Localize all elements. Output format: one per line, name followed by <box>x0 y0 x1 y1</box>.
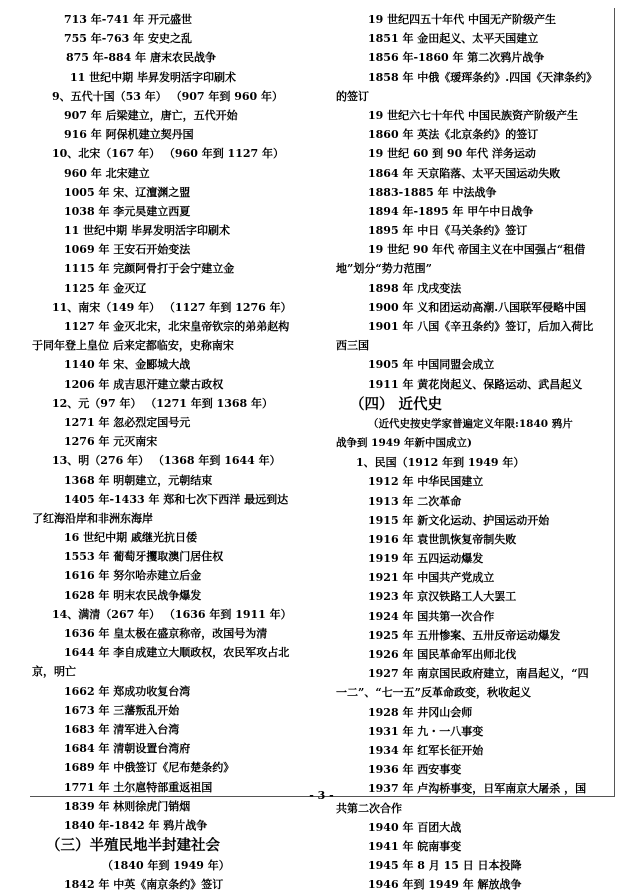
timeline-line: 1038 年 李元昊建立西夏 <box>64 204 191 218</box>
timeline-line: 1937 年 卢沟桥事变，日军南京大屠杀 ，国 <box>368 782 587 796</box>
timeline-line: 1928 年 井冈山会师 <box>368 705 473 719</box>
timeline-line: 1860 年 英法《北京条约》的签订 <box>368 128 539 142</box>
timeline-line: 1924 年 国共第一次合作 <box>368 609 495 623</box>
timeline-line: 875 年-884 年 唐末农民战争 <box>66 51 216 65</box>
timeline-line: 1644 年 李自成建立大顺政权，农民军攻占北 <box>64 646 290 660</box>
timeline-line: 1125 年 金灭辽 <box>64 281 147 295</box>
timeline-line: 1905 年 中国同盟会成立 <box>368 358 495 372</box>
timeline-line: 1673 年 三藩叛乱开始 <box>64 703 180 717</box>
timeline-line: 19 世纪 60 到 90 年代 洋务运动 <box>368 147 536 161</box>
timeline-line: 京，明亡 <box>32 665 76 679</box>
timeline-line: 19 世纪六七十年代 中国民族资产阶级产生 <box>368 108 578 122</box>
timeline-line: 16 世纪中期 戚继光抗日倭 <box>64 531 197 545</box>
timeline-line: 1276 年 元灭南宋 <box>64 435 158 449</box>
timeline-line: 19 世纪四五十年代 中国无产阶级产生 <box>368 13 556 26</box>
timeline-line: 1934 年 红军长征开始 <box>368 743 484 757</box>
timeline-line: 1、民国（1912 年到 1949 年） <box>356 456 525 470</box>
timeline-line: 1926 年 国民革命军出师北伐 <box>368 648 517 661</box>
timeline-line: 1856 年-1860 年 第二次鸦片战争 <box>368 51 545 65</box>
right-column <box>336 10 636 894</box>
timeline-line: 916 年 阿保机建立契丹国 <box>64 128 194 142</box>
timeline-line: 1851 年 金田起义、太平天国建立 <box>368 32 539 46</box>
timeline-line: 1883-1885 年 中法战争 <box>368 185 497 199</box>
timeline-line: 1945 年 8 月 15 日 日本投降 <box>368 859 522 873</box>
timeline-line: 的签订 <box>336 89 369 103</box>
timeline-line: 战争到 1949 年新中国成立) <box>336 436 473 449</box>
timeline-line: 1946 年到 1949 年 解放战争 <box>368 878 522 892</box>
timeline-line: 1936 年 西安事变 <box>368 763 462 777</box>
timeline-line: 了红海沿岸和非洲东海岸 <box>32 511 153 525</box>
timeline-line: 1919 年 五四运动爆发 <box>368 552 484 566</box>
timeline-line: 1069 年 王安石开始变法 <box>64 243 191 257</box>
timeline-line: 1636 年 皇太极在盛京称帝，改国号为清 <box>64 627 268 640</box>
timeline-line: 1923 年 京汉铁路工人大罢工 <box>368 590 517 604</box>
timeline-line: （1840 年到 1949 年） <box>102 859 230 873</box>
timeline-line: 1127 年 金灭北宋，北宋皇帝钦宗的弟弟赵构 <box>64 320 290 333</box>
timeline-line: 1894 年-1895 年 甲午中日战争 <box>368 204 534 218</box>
timeline-line: 1005 年 宋、辽澶渊之盟 <box>64 185 191 199</box>
timeline-line: 1901 年 八国《辛丑条约》签订，后加入荷比 <box>368 320 594 333</box>
timeline-line: 1911 年 黄花岗起义、保路运动、武昌起义 <box>368 377 583 391</box>
timeline-line: 西三国 <box>336 339 369 353</box>
timeline-line: 1206 年 成吉思汗建立蒙古政权 <box>64 377 224 391</box>
timeline-line: 一二”、“七一五”反革命政变，秋收起义 <box>336 686 531 700</box>
timeline-line: 1271 年 忽必烈定国号元 <box>64 415 191 429</box>
timeline-line: 1553 年 葡萄牙攫取澳门居住权 <box>64 550 224 564</box>
timeline-line: 713 年-741 年 开元盛世 <box>64 13 192 26</box>
timeline-line: 1771 年 土尔扈特部重返祖国 <box>64 780 213 794</box>
timeline-line: 1921 年 中国共产党成立 <box>368 571 495 585</box>
timeline-line: 907 年 后梁建立，唐亡，五代开始 <box>64 108 238 122</box>
timeline-line: 1662 年 郑成功收复台湾 <box>64 684 191 698</box>
timeline-line: 1115 年 完颜阿骨打于会宁建立金 <box>64 262 235 276</box>
timeline-line: 1927 年 南京国民政府建立，南昌起义，“四 <box>368 667 589 681</box>
timeline-line: 1895 年 中日《马关条约》签订 <box>368 224 528 238</box>
timeline-line: 1616 年 努尔哈赤建立后金 <box>64 569 202 583</box>
timeline-line: 1940 年 百团大战 <box>368 820 462 834</box>
timeline-line: 1140 年 宋、金郾城大战 <box>64 358 191 372</box>
timeline-line: 1683 年 清军进入台湾 <box>64 722 180 736</box>
timeline-line: （近代史按史学家普遍定义年限:1840 鸦片 <box>368 417 573 430</box>
timeline-line: 960 年 北宋建立 <box>64 166 150 180</box>
timeline-line: 19 世纪 90 年代 帝国主义在中国强占“租借 <box>368 243 586 257</box>
timeline-line: 10、北宋（167 年） （960 年到 1127 年） <box>52 147 284 161</box>
timeline-line: 1941 年 皖南事变 <box>368 839 462 853</box>
timeline-line: 9、五代十国（53 年） （907 年到 960 年） <box>52 89 284 103</box>
timeline-line: 1864 年 天京陷落、太平天国运动失败 <box>368 166 561 180</box>
page-number: - 3 - <box>309 789 334 802</box>
timeline-line: 1368 年 明朝建立，元朝结束 <box>64 473 213 487</box>
timeline-line: 地”划分“势力范围” <box>336 262 432 276</box>
section-heading: （四） 近代史 <box>350 395 443 413</box>
timeline-line: 11、南宋（149 年） （1127 年到 1276 年） <box>52 300 292 314</box>
timeline-line: 1858 年 中俄《瑷珲条约》.四国《天津条约》 <box>368 70 598 84</box>
timeline-line: 1898 年 戊戌变法 <box>368 281 462 295</box>
timeline-line: 1628 年 明末农民战争爆发 <box>64 588 202 602</box>
timeline-line: 1405 年-1433 年 郑和七次下西洋 最远到达 <box>64 492 289 506</box>
section-heading: （三）半殖民地半封建社会 <box>46 837 220 855</box>
timeline-line: 12、元（97 年） （1271 年到 1368 年） <box>52 396 273 410</box>
timeline-line: 1900 年 义和团运动高潮.八国联军侵略中国 <box>368 300 587 314</box>
timeline-line: 1931 年 九・一八事变 <box>368 724 484 738</box>
timeline-line: 1689 年 中俄签订《尼布楚条约》 <box>64 761 235 775</box>
timeline-line: 1916 年 袁世凯恢复帝制失败 <box>368 532 517 546</box>
timeline-line: 1839 年 林则徐虎门销烟 <box>64 799 191 813</box>
timeline-line: 11 世纪中期 毕昇发明活字印刷术 <box>64 224 230 238</box>
timeline-line: 于同年登上皇位 后来定都临安，史称南宋 <box>32 339 234 353</box>
timeline-line: 1915 年 新文化运动、护国运动开始 <box>368 513 550 527</box>
timeline-line: 1925 年 五卅惨案、五卅反帝运动爆发 <box>368 628 561 642</box>
timeline-line: 1684 年 清朝设置台湾府 <box>64 742 191 756</box>
timeline-line: 1840 年-1842 年 鸦片战争 <box>64 818 208 832</box>
timeline-line: 1912 年 中华民国建立 <box>368 475 484 489</box>
timeline-line: 755 年-763 年 安史之乱 <box>64 32 192 46</box>
timeline-line: 14、满清（267 年） （1636 年到 1911 年） <box>52 607 292 621</box>
timeline-line: 11 世纪中期 毕昇发明活字印刷术 <box>70 70 236 84</box>
timeline-line: 1842 年 中英《南京条约》签订 <box>64 878 224 892</box>
timeline-line: 13、明（276 年） （1368 年到 1644 年） <box>52 454 281 468</box>
timeline-line: 1913 年 二次革命 <box>368 494 462 508</box>
timeline-line: 共第二次合作 <box>336 801 402 815</box>
left-column <box>32 10 332 894</box>
